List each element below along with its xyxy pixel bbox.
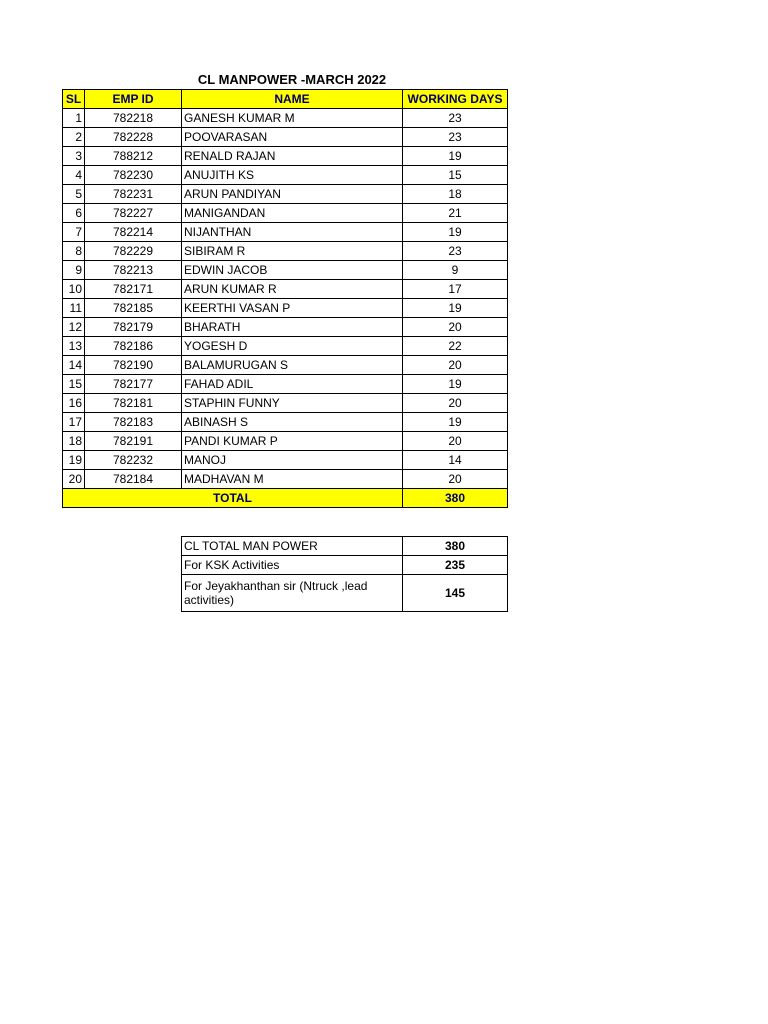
cell-sl: 2 [63,128,85,147]
cell-emp-id: 782181 [85,394,182,413]
cell-emp-id: 782230 [85,166,182,185]
total-row [63,489,508,508]
cell-name: BALAMURUGAN S [182,356,403,375]
summary-table [181,536,508,612]
cell-sl: 15 [63,375,85,394]
cell-name: ABINASH S [182,413,403,432]
cell-sl: 6 [63,204,85,223]
cell-name: KEERTHI VASAN P [182,299,403,318]
cell-working-days: 19 [403,299,508,318]
cell-emp-id: 782190 [85,356,182,375]
cell-sl: 19 [63,451,85,470]
cell-sl: 4 [63,166,85,185]
cell-working-days: 19 [403,413,508,432]
cell-name: MANOJ [182,451,403,470]
cell-working-days: 20 [403,318,508,337]
cell-emp-id: 782232 [85,451,182,470]
cell-sl: 8 [63,242,85,261]
table-row [63,318,508,337]
cell-working-days: 19 [403,223,508,242]
cell-name: RENALD RAJAN [182,147,403,166]
summary-row [182,556,508,575]
cell-name: GANESH KUMAR M [182,109,403,128]
cell-name: YOGESH D [182,337,403,356]
table-row [63,185,508,204]
cell-sl: 1 [63,109,85,128]
cell-sl: 17 [63,413,85,432]
cell-name: ARUN KUMAR R [182,280,403,299]
cell-emp-id: 782177 [85,375,182,394]
cell-sl: 18 [63,432,85,451]
cell-emp-id: 782191 [85,432,182,451]
cell-sl: 10 [63,280,85,299]
summary-value: 145 [403,575,508,612]
cell-name: SIBIRAM R [182,242,403,261]
cell-working-days: 20 [403,432,508,451]
header-sl: SL [63,90,85,109]
cell-working-days: 20 [403,470,508,489]
cell-name: MADHAVAN M [182,470,403,489]
document-title: CL MANPOWER -MARCH 2022 [197,72,387,87]
cell-working-days: 23 [403,109,508,128]
table-row [63,280,508,299]
table-body [63,109,508,489]
cell-name: EDWIN JACOB [182,261,403,280]
cell-emp-id: 788212 [85,147,182,166]
table-row [63,204,508,223]
cell-emp-id: 782229 [85,242,182,261]
table-row [63,147,508,166]
cell-working-days: 9 [403,261,508,280]
table-row [63,223,508,242]
cell-name: BHARATH [182,318,403,337]
cell-sl: 14 [63,356,85,375]
table-row [63,337,508,356]
table-row [63,413,508,432]
table-row [63,394,508,413]
cell-emp-id: 782213 [85,261,182,280]
cell-emp-id: 782231 [85,185,182,204]
cell-sl: 9 [63,261,85,280]
table-row [63,375,508,394]
cell-emp-id: 782227 [85,204,182,223]
cell-emp-id: 782186 [85,337,182,356]
table-row [63,451,508,470]
total-value: 380 [403,489,508,508]
cell-emp-id: 782185 [85,299,182,318]
table-row [63,109,508,128]
table-row [63,432,508,451]
cell-working-days: 19 [403,375,508,394]
cell-name: MANIGANDAN [182,204,403,223]
cell-name: NIJANTHAN [182,223,403,242]
cell-emp-id: 782179 [85,318,182,337]
cell-sl: 13 [63,337,85,356]
cell-working-days: 18 [403,185,508,204]
cell-sl: 3 [63,147,85,166]
table-row [63,299,508,318]
cell-working-days: 22 [403,337,508,356]
table-row [63,470,508,489]
table-row [63,261,508,280]
cell-working-days: 20 [403,356,508,375]
summary-label: CL TOTAL MAN POWER [182,537,403,556]
cell-working-days: 21 [403,204,508,223]
summary-value: 235 [403,556,508,575]
summary-label: For KSK Activities [182,556,403,575]
cell-name: ANUJITH KS [182,166,403,185]
summary-row [182,537,508,556]
cell-name: POOVARASAN [182,128,403,147]
cell-emp-id: 782228 [85,128,182,147]
cell-sl: 20 [63,470,85,489]
cell-working-days: 23 [403,128,508,147]
summary-value: 380 [403,537,508,556]
cell-working-days: 15 [403,166,508,185]
table-row [63,166,508,185]
cell-emp-id: 782214 [85,223,182,242]
cell-emp-id: 782171 [85,280,182,299]
cell-sl: 7 [63,223,85,242]
cell-working-days: 19 [403,147,508,166]
cell-name: STAPHIN FUNNY [182,394,403,413]
table-row [63,356,508,375]
summary-label: For Jeyakhanthan sir (Ntruck ,lead activities) [182,575,403,612]
cell-name: FAHAD ADIL [182,375,403,394]
manpower-table [62,89,508,508]
cell-sl: 11 [63,299,85,318]
cell-working-days: 14 [403,451,508,470]
cell-working-days: 23 [403,242,508,261]
table-row [63,128,508,147]
cell-sl: 16 [63,394,85,413]
total-label: TOTAL [63,489,403,508]
cell-name: PANDI KUMAR P [182,432,403,451]
table-header-row [63,90,508,109]
cell-sl: 12 [63,318,85,337]
header-name: NAME [182,90,403,109]
summary-row [182,575,508,612]
cell-emp-id: 782184 [85,470,182,489]
table-row [63,242,508,261]
cell-sl: 5 [63,185,85,204]
cell-working-days: 20 [403,394,508,413]
cell-emp-id: 782183 [85,413,182,432]
cell-emp-id: 782218 [85,109,182,128]
header-working-days: WORKING DAYS [403,90,508,109]
cell-name: ARUN PANDIYAN [182,185,403,204]
cell-working-days: 17 [403,280,508,299]
header-emp-id: EMP ID [85,90,182,109]
